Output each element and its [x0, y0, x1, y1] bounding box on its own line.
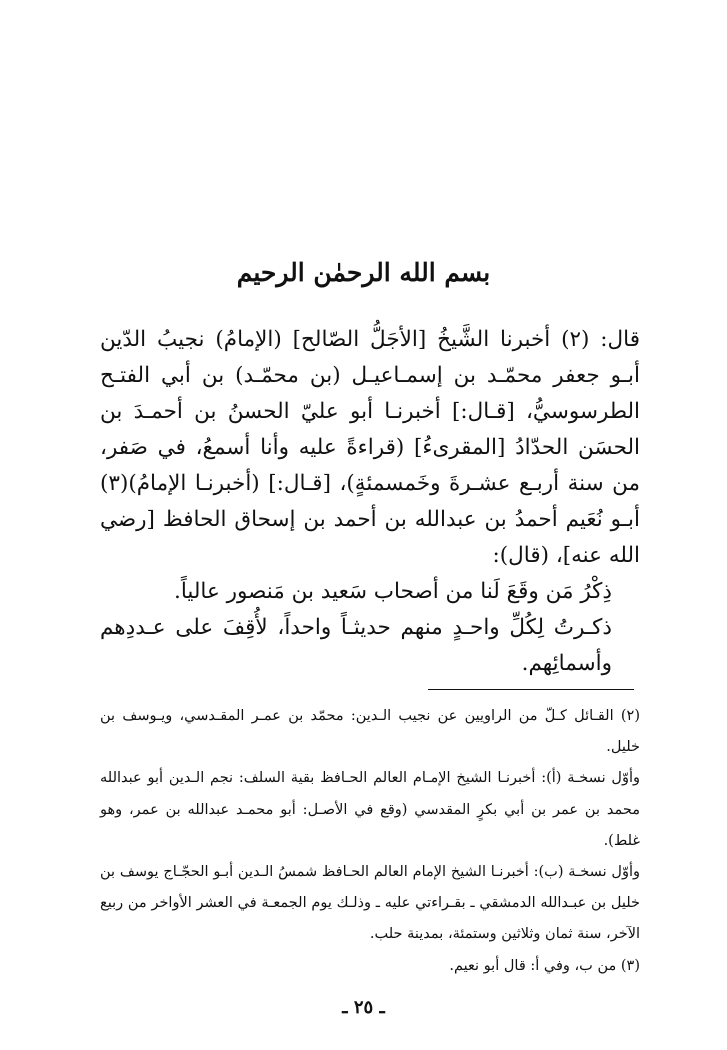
main-text [100, 322, 640, 682]
footnote-separator [428, 689, 634, 690]
footnotes [100, 701, 640, 982]
footnote-2-copy-b: وأوّل نسخـة (ب): أخبرنـا الشيخ الإمام العالم الحـافظ شمسُ الـدين أبـو الحجّـاج يوسف بن خليل بن عبـدالله الدمشقي ـ بقـراءتي عليه ـ وذلـك يوم الجمعـة في العشر الأواخر من ربيع الآخر، سنة ثمان وثلاثين وستمئة، بمدينة حلب. [100, 864, 640, 943]
footnote-2: (٢) القـائل كـلّ من الراويين عن نجيب الـدين: محمّد بن عمـر المقـدسي، ويـوسف بن خليل. [100, 708, 640, 756]
basmala-heading: بسم الله الرحمٰن الرحيم [236, 258, 491, 287]
footnote-3: (٣) من ب، وفي أ: قال أبو نعيم. [449, 957, 640, 974]
author-note-paragraph: ذكـرتُ لِكُلِّ واحـدٍ منهم حديثـاً واحداً، لأُقِفَ على عـددِهم وأسمائِهم. [100, 615, 612, 676]
chapter-statement: ذِكْرُ مَن وقَعَ لَنا من أصحاب سَعيد بن مَنصور عالياً. [174, 579, 612, 604]
footnote-2-copy-a: وأوّل نسخـة (أ): أخبرنـا الشيخ الإمـام العالم الحـافظ بقية السلف: نجم الـدين أبو عبدالله محمد بن عمر بن أبي بكرٍ المقدسي (وقع في الأصـل: أبو محمـد عبدالله بن عمر، وهو غلط). [100, 770, 640, 849]
isnad-paragraph: قال: (٢) أخبرنا الشَّيخُ [الأجَلُّ الصّالح] (الإمامُ) نجيبُ الدّين أبـو جعفر محمّـد بن إسمـاعيـل (بن محمّـد) بن أبي الفتـح الطرسوسيُّ، [قـال:] أخبرنـا أبو عليّ الحسنُ بن أحمـدَ بن الحسَن الحدّادُ [المقرىءُ] (قراءةً عليه وأنا أسمعُ، في صَفر، من سنة أربـع عشـرةَ وخَمسمئةٍ)، [قـال:] (أخبرنـا الإمامُ)(٣) أبـو نُعَيم أحمدُ بن عبدالله بن أحمد بن إسحاق الحافظ [رضي الله عنه]، (قال): [100, 327, 640, 568]
page-number: ـ ٢٥ ـ [342, 997, 385, 1018]
